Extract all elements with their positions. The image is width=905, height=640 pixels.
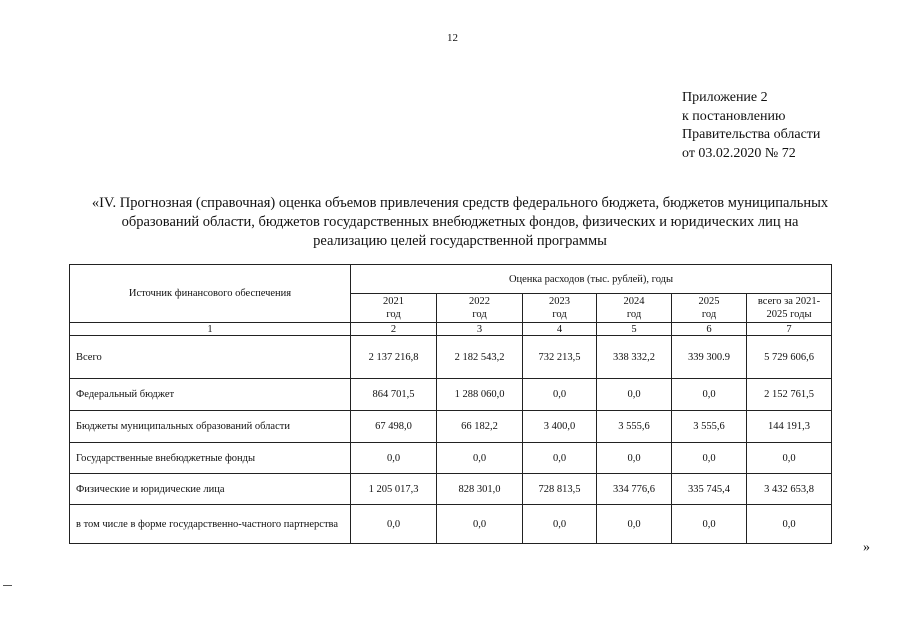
table-cell: 0,0: [597, 505, 672, 544]
table-cell: 334 776,6: [597, 474, 672, 505]
financing-table: [69, 264, 832, 544]
column-number-row: [70, 323, 832, 336]
table-cell: 66 182,2: [437, 411, 523, 443]
table-row-federal: [70, 379, 832, 411]
section-heading: [60, 194, 860, 251]
table-cell: 144 191,3: [747, 411, 832, 443]
table-cell: 3 555,6: [597, 411, 672, 443]
table-cell: 0,0: [747, 443, 832, 474]
table-cell: 0,0: [672, 443, 747, 474]
table-cell: 2 137 216,8: [351, 336, 437, 379]
table-cell: 864 701,5: [351, 379, 437, 411]
appendix-title: Приложение 2: [682, 90, 768, 105]
row-source-label: Физические и юридические лица: [70, 474, 351, 505]
table-cell: 335 745,4: [672, 474, 747, 505]
row-source-label: Государственные внебюджетные фонды: [70, 443, 351, 474]
table-cell: 828 301,0: [437, 474, 523, 505]
column-number: 1: [70, 323, 351, 336]
column-number: 3: [437, 323, 523, 336]
appendix-block: [682, 89, 820, 163]
year-header-2025: 2025 год: [672, 294, 747, 323]
year-header-2022: 2022 год: [437, 294, 523, 323]
table-row-ppp: [70, 505, 832, 544]
table-row-extrabudgetary: [70, 443, 832, 474]
heading-line: образований области, бюджетов государственных внебюджетных фондов, физических и юридических лиц на: [121, 214, 799, 230]
table-row-municipal: [70, 411, 832, 443]
column-number: 5: [597, 323, 672, 336]
table-cell: 0,0: [597, 379, 672, 411]
table-cell: 5 729 606,6: [747, 336, 832, 379]
table-cell: 728 813,5: [523, 474, 597, 505]
row-source-label: Федеральный бюджет: [70, 379, 351, 411]
header-row: [70, 265, 832, 294]
closing-quote: »: [863, 540, 870, 555]
total-column-header: всего за 2021- 2025 годы: [747, 294, 832, 323]
appendix-line: Правительства области: [682, 127, 821, 142]
page-number: 12: [447, 32, 458, 44]
table-cell: 0,0: [351, 443, 437, 474]
estimate-column-header: Оценка расходов (тыс. рублей), годы: [351, 265, 832, 294]
table-cell: 2 182 543,2: [437, 336, 523, 379]
heading-line: «IV. Прогнозная (справочная) оценка объемов привлечения средств федерального бюджета, бюджетов муниципальных: [91, 195, 829, 211]
table-cell: 3 432 653,8: [747, 474, 832, 505]
table-row-total: [70, 336, 832, 379]
table-cell: 732 213,5: [523, 336, 597, 379]
row-source-label: Бюджеты муниципальных образований области: [70, 411, 351, 443]
table-cell: 1 205 017,3: [351, 474, 437, 505]
table-cell: 338 332,2: [597, 336, 672, 379]
table-cell: 0,0: [747, 505, 832, 544]
year-header-2021: 2021 год: [351, 294, 437, 323]
source-column-header: Источник финансового обеспечения: [70, 265, 351, 323]
table-cell: 0,0: [523, 505, 597, 544]
row-source-label: Всего: [70, 336, 351, 379]
table-cell: 3 400,0: [523, 411, 597, 443]
table-cell: 0,0: [597, 443, 672, 474]
column-number: 7: [747, 323, 832, 336]
table-cell: 339 300.9: [672, 336, 747, 379]
column-number: 2: [351, 323, 437, 336]
column-number: 4: [523, 323, 597, 336]
table-cell: 0,0: [351, 505, 437, 544]
table-cell: 0,0: [672, 505, 747, 544]
row-source-label: в том числе в форме государственно-частного партнерства: [70, 505, 351, 544]
appendix-date: от 03.02.2020 № 72: [682, 145, 796, 161]
table-cell: 1 288 060,0: [437, 379, 523, 411]
margin-mark: [3, 585, 12, 586]
table-cell: 0,0: [523, 379, 597, 411]
appendix-line: к постановлению: [682, 108, 786, 124]
table-cell: 0,0: [523, 443, 597, 474]
year-header-2024: 2024 год: [597, 294, 672, 323]
year-header-2023: 2023 год: [523, 294, 597, 323]
table-cell: 3 555,6: [672, 411, 747, 443]
column-number: 6: [672, 323, 747, 336]
table-cell: 0,0: [672, 379, 747, 411]
heading-line: реализацию целей государственной программы: [313, 233, 607, 249]
table-cell: 67 498,0: [351, 411, 437, 443]
table-cell: 2 152 761,5: [747, 379, 832, 411]
table-cell: 0,0: [437, 443, 523, 474]
table-row-private: [70, 474, 832, 505]
table-cell: 0,0: [437, 505, 523, 544]
